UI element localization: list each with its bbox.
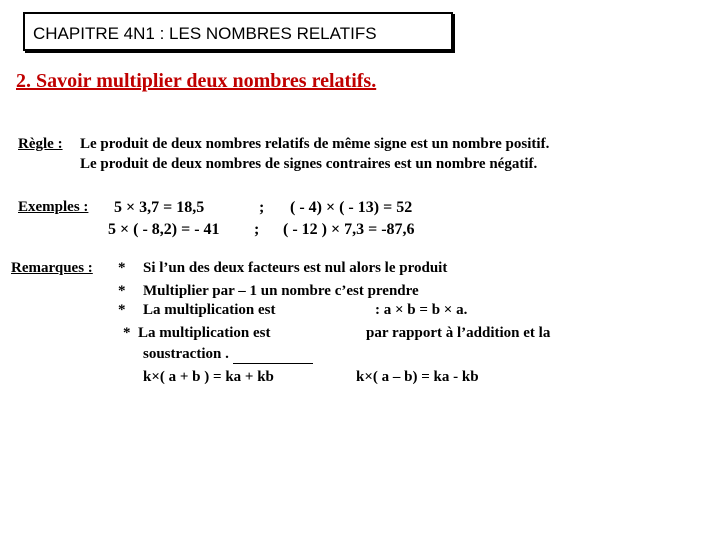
example-1-right: ( - 4) × ( - 13) = 52 bbox=[290, 199, 413, 216]
rule-line-1: Le produit de deux nombres relatifs de même signe est un nombre positif. bbox=[80, 136, 550, 152]
remark-4-text-end: par rapport à l’addition et la bbox=[366, 325, 551, 341]
remark-3-text-start: La multiplication est bbox=[143, 302, 276, 318]
remark-2 bbox=[143, 283, 514, 300]
rule-label: Règle : bbox=[18, 136, 63, 152]
section-heading: 2. Savoir multiplier deux nombres relatifs. bbox=[16, 70, 377, 92]
rule-line-2: Le produit de deux nombres de signes contraires est un nombre négatif. bbox=[80, 156, 538, 172]
example-1-separator: ; bbox=[259, 199, 265, 216]
formula-left: k×( a + b ) = ka + kb bbox=[143, 369, 274, 385]
remark-4 bbox=[138, 325, 550, 342]
remark-4-text-start: La multiplication est bbox=[138, 325, 271, 341]
example-2-left: 5 × ( - 8,2) = - 41 bbox=[108, 221, 220, 238]
remark-1-text: Si l’un des deux facteurs est nul alors le produit bbox=[143, 260, 448, 276]
remark-4-line2: soustraction . bbox=[143, 346, 229, 362]
example-1-left: 5 × 3,7 = 18,5 bbox=[114, 199, 205, 216]
remark-4-answer-blank bbox=[274, 325, 362, 342]
remark-1-answer-blank bbox=[451, 260, 515, 277]
remark-3 bbox=[143, 302, 467, 319]
remarks-label: Remarques : bbox=[11, 260, 93, 276]
remark-2-answer-blank bbox=[422, 283, 514, 300]
rule-block bbox=[18, 136, 63, 153]
example-2-right: ( - 12 ) × 7,3 = -87,6 bbox=[283, 221, 415, 238]
remark-2-bullet: * bbox=[118, 283, 126, 299]
remark-1-bullet: * bbox=[118, 260, 126, 276]
remark-1 bbox=[143, 260, 515, 277]
remark-4-continuation bbox=[143, 346, 313, 364]
remark-3-bullet: * bbox=[118, 302, 126, 318]
chapter-title-box bbox=[23, 12, 453, 51]
chapter-title: CHAPITRE 4N1 : LES NOMBRES RELATIFS bbox=[33, 24, 377, 43]
formula-right: k×( a – b) = ka - kb bbox=[356, 369, 479, 385]
example-2-separator: ; bbox=[254, 221, 260, 238]
remark-3-answer-blank bbox=[279, 302, 371, 319]
examples-label: Exemples : bbox=[18, 199, 89, 215]
remark-4-bullet: * bbox=[123, 325, 131, 341]
remark-3-text-end: : a × b = b × a. bbox=[375, 302, 468, 318]
remark-4-underline-blank bbox=[233, 346, 313, 364]
remark-2-text: Multiplier par – 1 un nombre c’est prendre bbox=[143, 283, 419, 299]
